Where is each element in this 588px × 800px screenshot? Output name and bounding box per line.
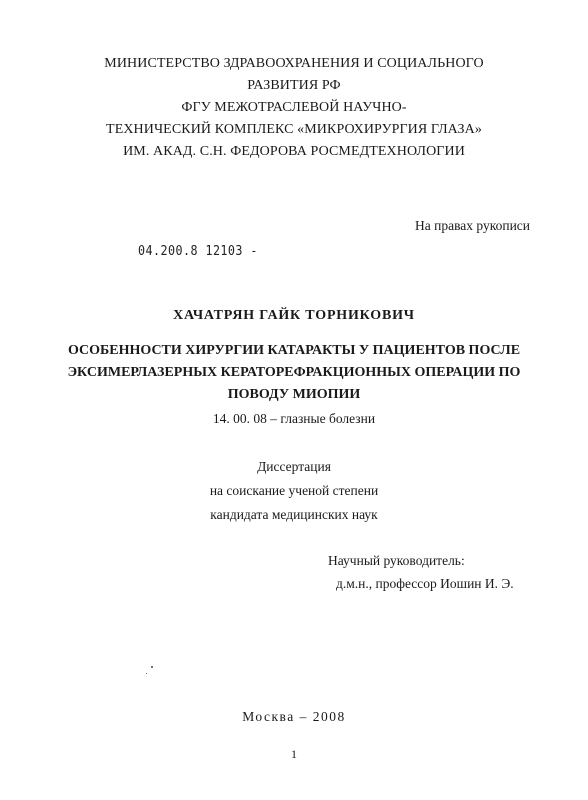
scan-speck [151,666,153,668]
thesis-line: кандидата медицинских наук [210,507,378,522]
page-number: 1 [291,747,297,761]
supervisor-block [328,549,514,595]
rights-note: На правах рукописи [415,218,531,233]
title-line: ЭКСИМЕРЛАЗЕРНЫХ КЕРАТОРЕФРАКЦИОННЫХ ОПЕРАЦИИ ПО [67,365,521,380]
ministry-line: ТЕХНИЧЕСКИЙ КОМПЛЕКС «МИКРОХИРУРГИЯ ГЛАЗА» [106,122,482,137]
ministry-line: ФГУ МЕЖОТРАСЛЕВОЙ НАУЧНО- [181,100,407,115]
specialty-code: 14. 00. 08 – глазные болезни [212,411,376,426]
ministry-line: ИМ. АКАД. С.Н. ФЕДОРОВА РОСМЕДТЕХНОЛОГИИ [123,144,465,159]
author-name: ХАЧАТРЯН ГАЙК ТОРНИКОВИЧ [173,308,415,323]
supervisor-label: Научный руководитель: [328,553,465,568]
thesis-description [0,455,588,527]
city-year: Москва – 2008 [242,709,346,724]
dissertation-title [0,340,588,406]
title-line: ОСОБЕННОСТИ ХИРУРГИИ КАТАРАКТЫ У ПАЦИЕНТОВ ПОСЛЕ [67,343,521,358]
ministry-line: МИНИСТЕРСТВО ЗДРАВООХРАНЕНИЯ И СОЦИАЛЬНОГО [104,56,484,71]
scan-speck [146,673,147,674]
ministry-line: РАЗВИТИЯ РФ [247,78,341,93]
title-line: ПОВОДУ МИОПИИ [227,387,361,402]
supervisor-name: д.м.н., профессор Иошин И. Э. [336,576,514,591]
thesis-line: на соискание ученой степени [209,483,379,498]
thesis-line: Диссертация [257,459,331,474]
archive-stamp: 04.200.8 12103 - [138,244,258,259]
ministry-header [0,53,588,163]
